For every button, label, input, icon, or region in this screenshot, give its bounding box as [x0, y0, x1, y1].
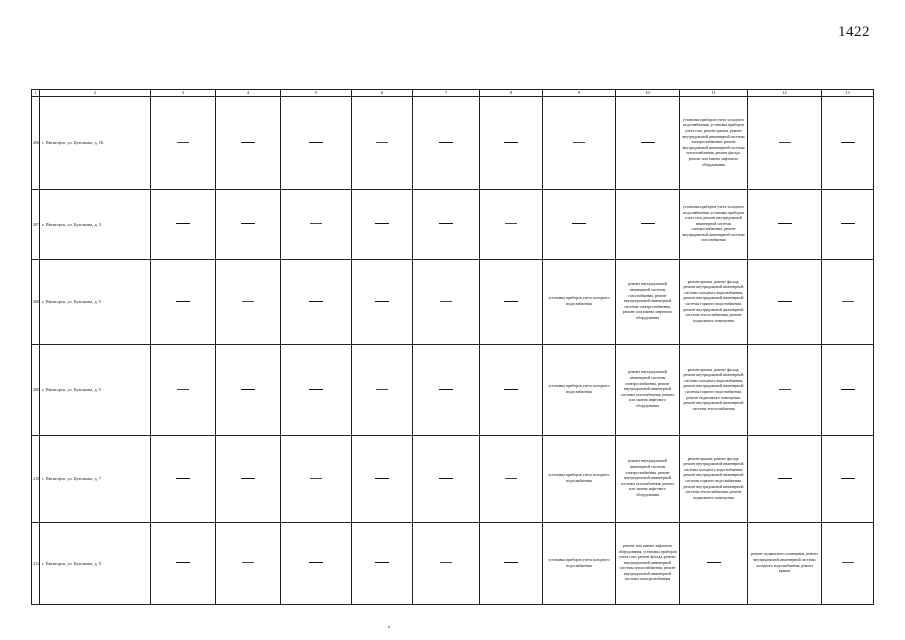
empty-cell [151, 260, 216, 345]
dash-mark [375, 223, 389, 224]
empty-cell [748, 345, 822, 436]
empty-cell [216, 260, 281, 345]
dash-mark [440, 562, 452, 563]
dash-mark [505, 223, 517, 224]
dash-mark [842, 562, 854, 563]
row-number: 210. [32, 436, 40, 523]
dash-mark [641, 223, 655, 224]
dash-mark [241, 478, 255, 479]
empty-cell [822, 345, 874, 436]
column-number: 11 [680, 90, 748, 97]
address-cell: г. Пятигорск, ул. Булгакова, д. 5 [40, 260, 151, 345]
empty-cell [151, 97, 216, 190]
dash-mark [241, 389, 255, 390]
row-number: 209. [32, 345, 40, 436]
empty-cell [216, 345, 281, 436]
empty-cell [352, 436, 413, 523]
empty-cell [748, 97, 822, 190]
dash-mark [779, 142, 791, 143]
work-description-cell: ремонт внутридомовой инженерной системы электроснабжения, ремонт внутридомовой инженерной системы газоснабжения, ремонт или замена лифтового оборудования [616, 345, 680, 436]
column-number: 9 [543, 90, 616, 97]
empty-cell [822, 436, 874, 523]
work-description-cell: ремонт внутридомовой инженерной системы электроснабжения, ремонт внутридомовой инженерной системы газоснабжения, ремонт или замена лифтового оборудования [616, 436, 680, 523]
page-number: 1422 [838, 24, 870, 40]
table-row [32, 260, 874, 345]
dash-mark [641, 142, 655, 143]
column-number: 13 [822, 90, 874, 97]
dash-mark [310, 478, 322, 479]
column-number: 10 [616, 90, 680, 97]
column-number: 1 [32, 90, 40, 97]
dash-mark [375, 562, 389, 563]
column-number: 7 [413, 90, 480, 97]
empty-cell [616, 97, 680, 190]
empty-cell [822, 523, 874, 605]
address-cell: г. Пятигорск, ул. Булгакова, д. 9 [40, 523, 151, 605]
empty-cell [413, 190, 480, 260]
dash-mark [310, 223, 322, 224]
empty-cell [281, 260, 352, 345]
dash-mark [177, 142, 189, 143]
empty-cell [480, 523, 543, 605]
empty-cell [480, 97, 543, 190]
empty-cell [352, 345, 413, 436]
work-description-cell: установка приборов учета холодного водоснабжения [543, 523, 616, 605]
schedule-table [31, 89, 874, 605]
dash-mark [242, 562, 254, 563]
dash-mark [176, 562, 190, 563]
dash-mark [439, 389, 453, 390]
empty-cell [281, 97, 352, 190]
empty-cell [216, 523, 281, 605]
dash-mark [309, 562, 323, 563]
address-cell: г. Пятигорск, ул. Булгакова, д. 5 [40, 345, 151, 436]
dash-mark [572, 223, 586, 224]
row-number: 208. [32, 260, 40, 345]
work-description-cell: установка приборов учета холодного водоснабжения, установка приборов учета газа, ремонт внутридомовой инженерной системы электроснабжения, ремонт внутридомовой инженерной системы газоснабжения [680, 190, 748, 260]
work-description-cell: ремонт внутридомовой инженерной системы газоснабжения, ремонт внутридомовой инженерной системы электроснабжения, ремонт или замена лифтового оборудования [616, 260, 680, 345]
table-row [32, 190, 874, 260]
dash-mark [309, 389, 323, 390]
empty-cell [480, 260, 543, 345]
empty-cell [748, 260, 822, 345]
column-number: 2 [40, 90, 151, 97]
column-number: 6 [352, 90, 413, 97]
empty-cell [822, 97, 874, 190]
dash-mark [309, 301, 323, 302]
address-cell: г. Пятигорск, ул. Булгакова, д. 1Б [40, 97, 151, 190]
table-row [32, 436, 874, 523]
dash-mark [241, 142, 255, 143]
dash-mark [841, 478, 855, 479]
work-description-cell: ремонт или замена лифтового оборудования, установка приборов учета газа, ремонт фасада, ремонт внутридомовой инженерной системы теплоснабжения, ремонт внутридомовой инженерной системы электроснабжения [616, 523, 680, 605]
row-number: 211. [32, 523, 40, 605]
empty-cell [151, 436, 216, 523]
dash-mark [707, 562, 721, 563]
table-row [32, 97, 874, 190]
dash-mark [176, 223, 190, 224]
column-number-row [32, 90, 874, 97]
empty-cell [352, 97, 413, 190]
dash-mark [504, 389, 518, 390]
empty-cell [151, 523, 216, 605]
column-number: 12 [748, 90, 822, 97]
dash-mark [176, 301, 190, 302]
empty-cell [480, 345, 543, 436]
empty-cell [413, 97, 480, 190]
row-number: 206. [32, 97, 40, 190]
column-number: 4 [216, 90, 281, 97]
work-description-cell: ремонт крыши, ремонт фасада, ремонт внутридомовой инженерной системы холодного водоснабжения, ремонт внутридомовой инженерной системы горячего водоснабжения, ремонт внутридомовой инженерной системы теплоснабжения, ремонт подвального помещения [680, 436, 748, 523]
dash-mark [242, 301, 254, 302]
empty-cell [216, 436, 281, 523]
column-number: 5 [281, 90, 352, 97]
empty-cell [748, 190, 822, 260]
column-number: 3 [151, 90, 216, 97]
empty-cell [616, 190, 680, 260]
dash-mark [779, 389, 791, 390]
empty-cell [822, 260, 874, 345]
dash-mark [504, 562, 518, 563]
dash-mark [375, 301, 389, 302]
empty-cell [216, 190, 281, 260]
empty-cell [352, 523, 413, 605]
dash-mark [573, 142, 585, 143]
work-description-cell: ремонт подвального помещения, ремонт внутридомовой инженерной системы холодного водоснабжения, ремонт крыши [748, 523, 822, 605]
empty-cell [352, 190, 413, 260]
empty-cell [543, 97, 616, 190]
dash-mark [176, 478, 190, 479]
empty-cell [216, 97, 281, 190]
dash-mark [177, 389, 189, 390]
row-number: 207. [32, 190, 40, 260]
empty-cell [748, 436, 822, 523]
work-description-cell: установка приборов учета холодного водоснабжения [543, 436, 616, 523]
table-row [32, 345, 874, 436]
empty-cell [480, 190, 543, 260]
dash-mark [778, 301, 792, 302]
dash-mark [841, 389, 855, 390]
empty-cell [543, 190, 616, 260]
work-description-cell: установка приборов учета холодного водоснабжения, установка приборов учета газа, ремонт крыши, ремонт внутридомовой инженерной системы электроснабжения, ремонт внутридомовой инженерной системы теплоснабжения, ремонт фасада, ремонт или замена лифтового оборудования [680, 97, 748, 190]
dash-mark [504, 301, 518, 302]
work-description-cell: ремонт крыши, ремонт фасада, ремонт внутридомовой инженерной системы холодного водоснабжения, ремонт внутридомовой инженерной системы горячего водоснабжения, ремонт подвального помещения, ремонт внутридомовой инженерной системы теплоснабжения [680, 345, 748, 436]
empty-cell [281, 345, 352, 436]
dash-mark [778, 223, 792, 224]
dash-mark [376, 142, 388, 143]
dash-mark [375, 478, 389, 479]
dash-mark [439, 478, 453, 479]
empty-cell [680, 523, 748, 605]
empty-cell [352, 260, 413, 345]
dash-mark [376, 389, 388, 390]
dash-mark [439, 223, 453, 224]
dash-mark [841, 142, 855, 143]
dash-mark [778, 478, 792, 479]
empty-cell [413, 436, 480, 523]
empty-cell [281, 190, 352, 260]
work-description-cell: установка приборов учета холодного водоснабжения [543, 345, 616, 436]
empty-cell [413, 260, 480, 345]
dash-mark [841, 223, 855, 224]
dash-mark [505, 478, 517, 479]
work-description-cell: ремонт крыши, ремонт фасада, ремонт внутридомовой инженерной системы холодного водоснабжения, ремонт внутридомовой инженерной системы горячего водоснабжения, ремонт внутридомовой инженерной системы теплоснабжения, ремонт подвального помещения [680, 260, 748, 345]
dash-mark [842, 301, 854, 302]
empty-cell [281, 436, 352, 523]
empty-cell [480, 436, 543, 523]
empty-cell [151, 190, 216, 260]
table-row [32, 523, 874, 605]
dash-mark [504, 142, 518, 143]
empty-cell [413, 345, 480, 436]
dash-mark [439, 142, 453, 143]
work-description-cell: установка приборов учета холодного водоснабжения [543, 260, 616, 345]
dash-mark [241, 223, 255, 224]
address-cell: г. Пятигорск, ул. Булгакова, д. 3 [40, 190, 151, 260]
empty-cell [413, 523, 480, 605]
address-cell: г. Пятигорск, ул. Булгакова, д. 7 [40, 436, 151, 523]
column-number: 8 [480, 90, 543, 97]
empty-cell [281, 523, 352, 605]
scan-dot [388, 626, 390, 628]
empty-cell [822, 190, 874, 260]
empty-cell [151, 345, 216, 436]
dash-mark [440, 301, 452, 302]
dash-mark [309, 142, 323, 143]
